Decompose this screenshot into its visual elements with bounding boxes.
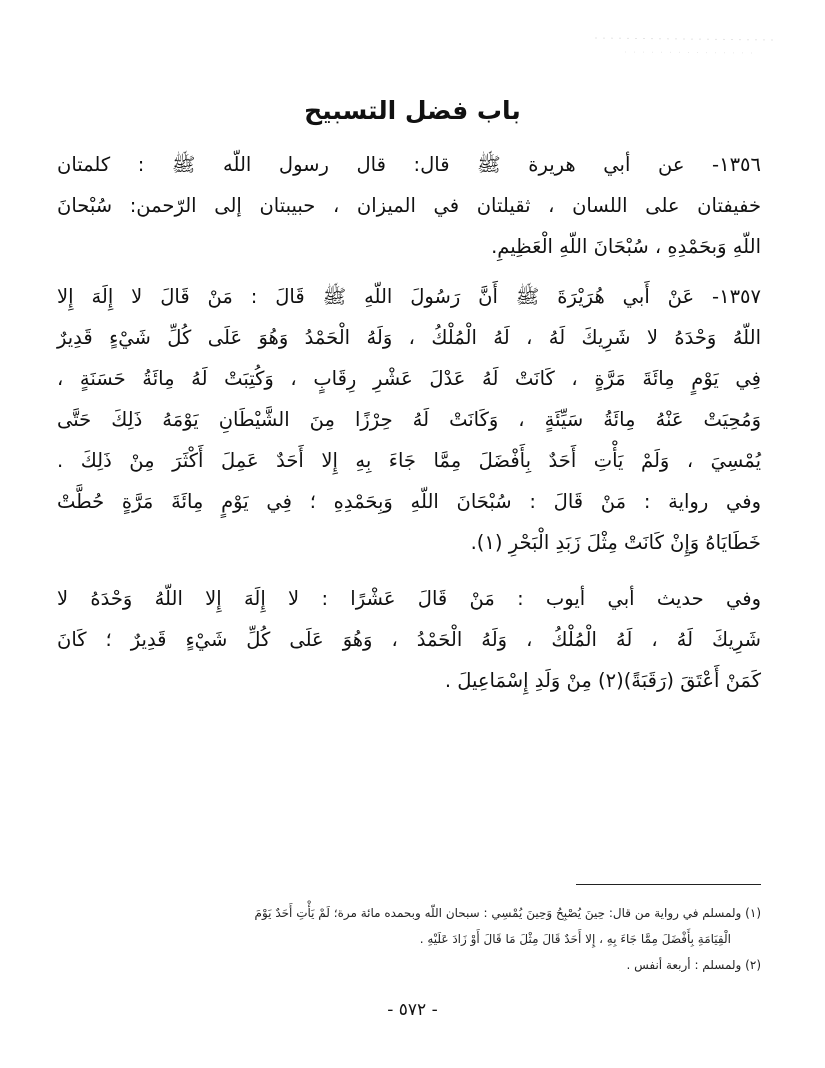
- scan-noise-marks: [585, 18, 785, 78]
- text-line: يُمْسِيَ ، وَلَمْ يَأْتِ أَحَدٌ بِأَفْضَلَ مِمَّا جَاءَ بِهِ إِلا أَحَدٌ عَمِلَ أَكْثَرَ مِنْ ذَلِكَ .: [57, 449, 761, 472]
- footnote-2: (٢) ولمسلم : أربعة أنفس .: [626, 958, 761, 972]
- page-number: - ٥٧٢ -: [387, 1000, 438, 1020]
- chapter-heading: باب فضل التسبيح: [304, 96, 521, 125]
- text-line: خفيفتان على اللسان ، ثقيلتان في الميزان ، حبيبتان إلى الرّحمن: سُبْحانَ: [57, 194, 761, 217]
- text-line: فِي يَوْمٍ مِائَةَ مَرَّةٍ ، كَانَتْ لَهُ عَدْلَ عَشْرِ رِقَابٍ ، وَكُتِبَتْ لَهُ مِائَةُ حَسَنَةٍ ،: [57, 367, 761, 390]
- hadith-1357: [57, 276, 761, 563]
- hadith-abu-ayyub: [57, 578, 761, 701]
- text-line: ١٣٥٦- عن أبي هريرة ﷺ قال: قال رسول اللّه ﷺ : كلمتان: [57, 153, 761, 176]
- text-line: كَمَنْ أَعْتَقَ (رَقَبَةً)(٢) مِنْ وَلَدِ إِسْمَاعِيلَ .: [444, 669, 761, 692]
- text-line: وفي حديث أبي أيوب : مَنْ قَالَ عَشْرًا : لا إِلَهَ إِلا اللّهُ وَحْدَهُ لا: [57, 587, 761, 610]
- text-line: ١٣٥٧- عَنْ أَبي هُرَيْرَةَ ﷺ أَنَّ رَسُولَ اللّهِ ﷺ قَالَ : مَنْ قَالَ لا إِلَهَ إِلا: [57, 285, 761, 308]
- footnote-separator: [576, 884, 761, 885]
- text-line: وَمُحِيَتْ عَنْهُ مِائَةُ سَيِّئَةٍ ، وَكَانَتْ لَهُ حِرْزًا مِنَ الشَّيْطَانِ يَوْمَهُ ذَلِكَ حَتَّى: [57, 408, 761, 431]
- hadith-1356: [57, 144, 761, 267]
- text-line: وفي رواية : مَنْ قَالَ : سُبْحَانَ اللّهِ وَبِحَمْدِهِ ؛ فِي يَوْمٍ مِائَةَ مَرَّةٍ حُطَّتْ: [57, 490, 761, 513]
- text-line: اللّهُ وَحْدَهُ لا شَرِيكَ لَهُ ، لَهُ الْمُلْكُ ، وَلَهُ الْحَمْدُ وَهُوَ عَلَى كُلِّ شَيْءٍ قَدِيرٌ: [57, 326, 761, 349]
- text-line: شَرِيكَ لَهُ ، لَهُ الْمُلْكُ ، وَلَهُ الْحَمْدُ ، وَهُوَ عَلَى كُلِّ شَيْءٍ قَدِيرٌ ؛ كَانَ: [57, 628, 761, 651]
- footnote-1-continuation: الْقِيَامَةِ بِأَفْضَلَ مِمَّا جَاءَ بِهِ ، إِلا أَحَدٌ قَالَ مِثْلَ مَا قَالَ أَوْ زَادَ عَلَيْهِ .: [419, 932, 731, 946]
- footnote-1: (١) ولمسلم في رواية من قال: حِينَ يُصْبِحُ وَحِينَ يُمْسِي : سبحان اللّه وبحمده مائة مرة؛ لَمْ يَأْتِ أَحَدٌ يَوْمَ: [254, 906, 761, 920]
- text-line: خَطَايَاهُ وَإِنْ كَانَتْ مِثْلَ زَبَدِ الْبَحْرِ (١).: [470, 531, 761, 554]
- text-line: اللّهِ وَبحَمْدِهِ ، سُبْحَانَ اللّهِ الْعَظِيمِ.: [491, 235, 761, 258]
- footnotes: [57, 900, 761, 978]
